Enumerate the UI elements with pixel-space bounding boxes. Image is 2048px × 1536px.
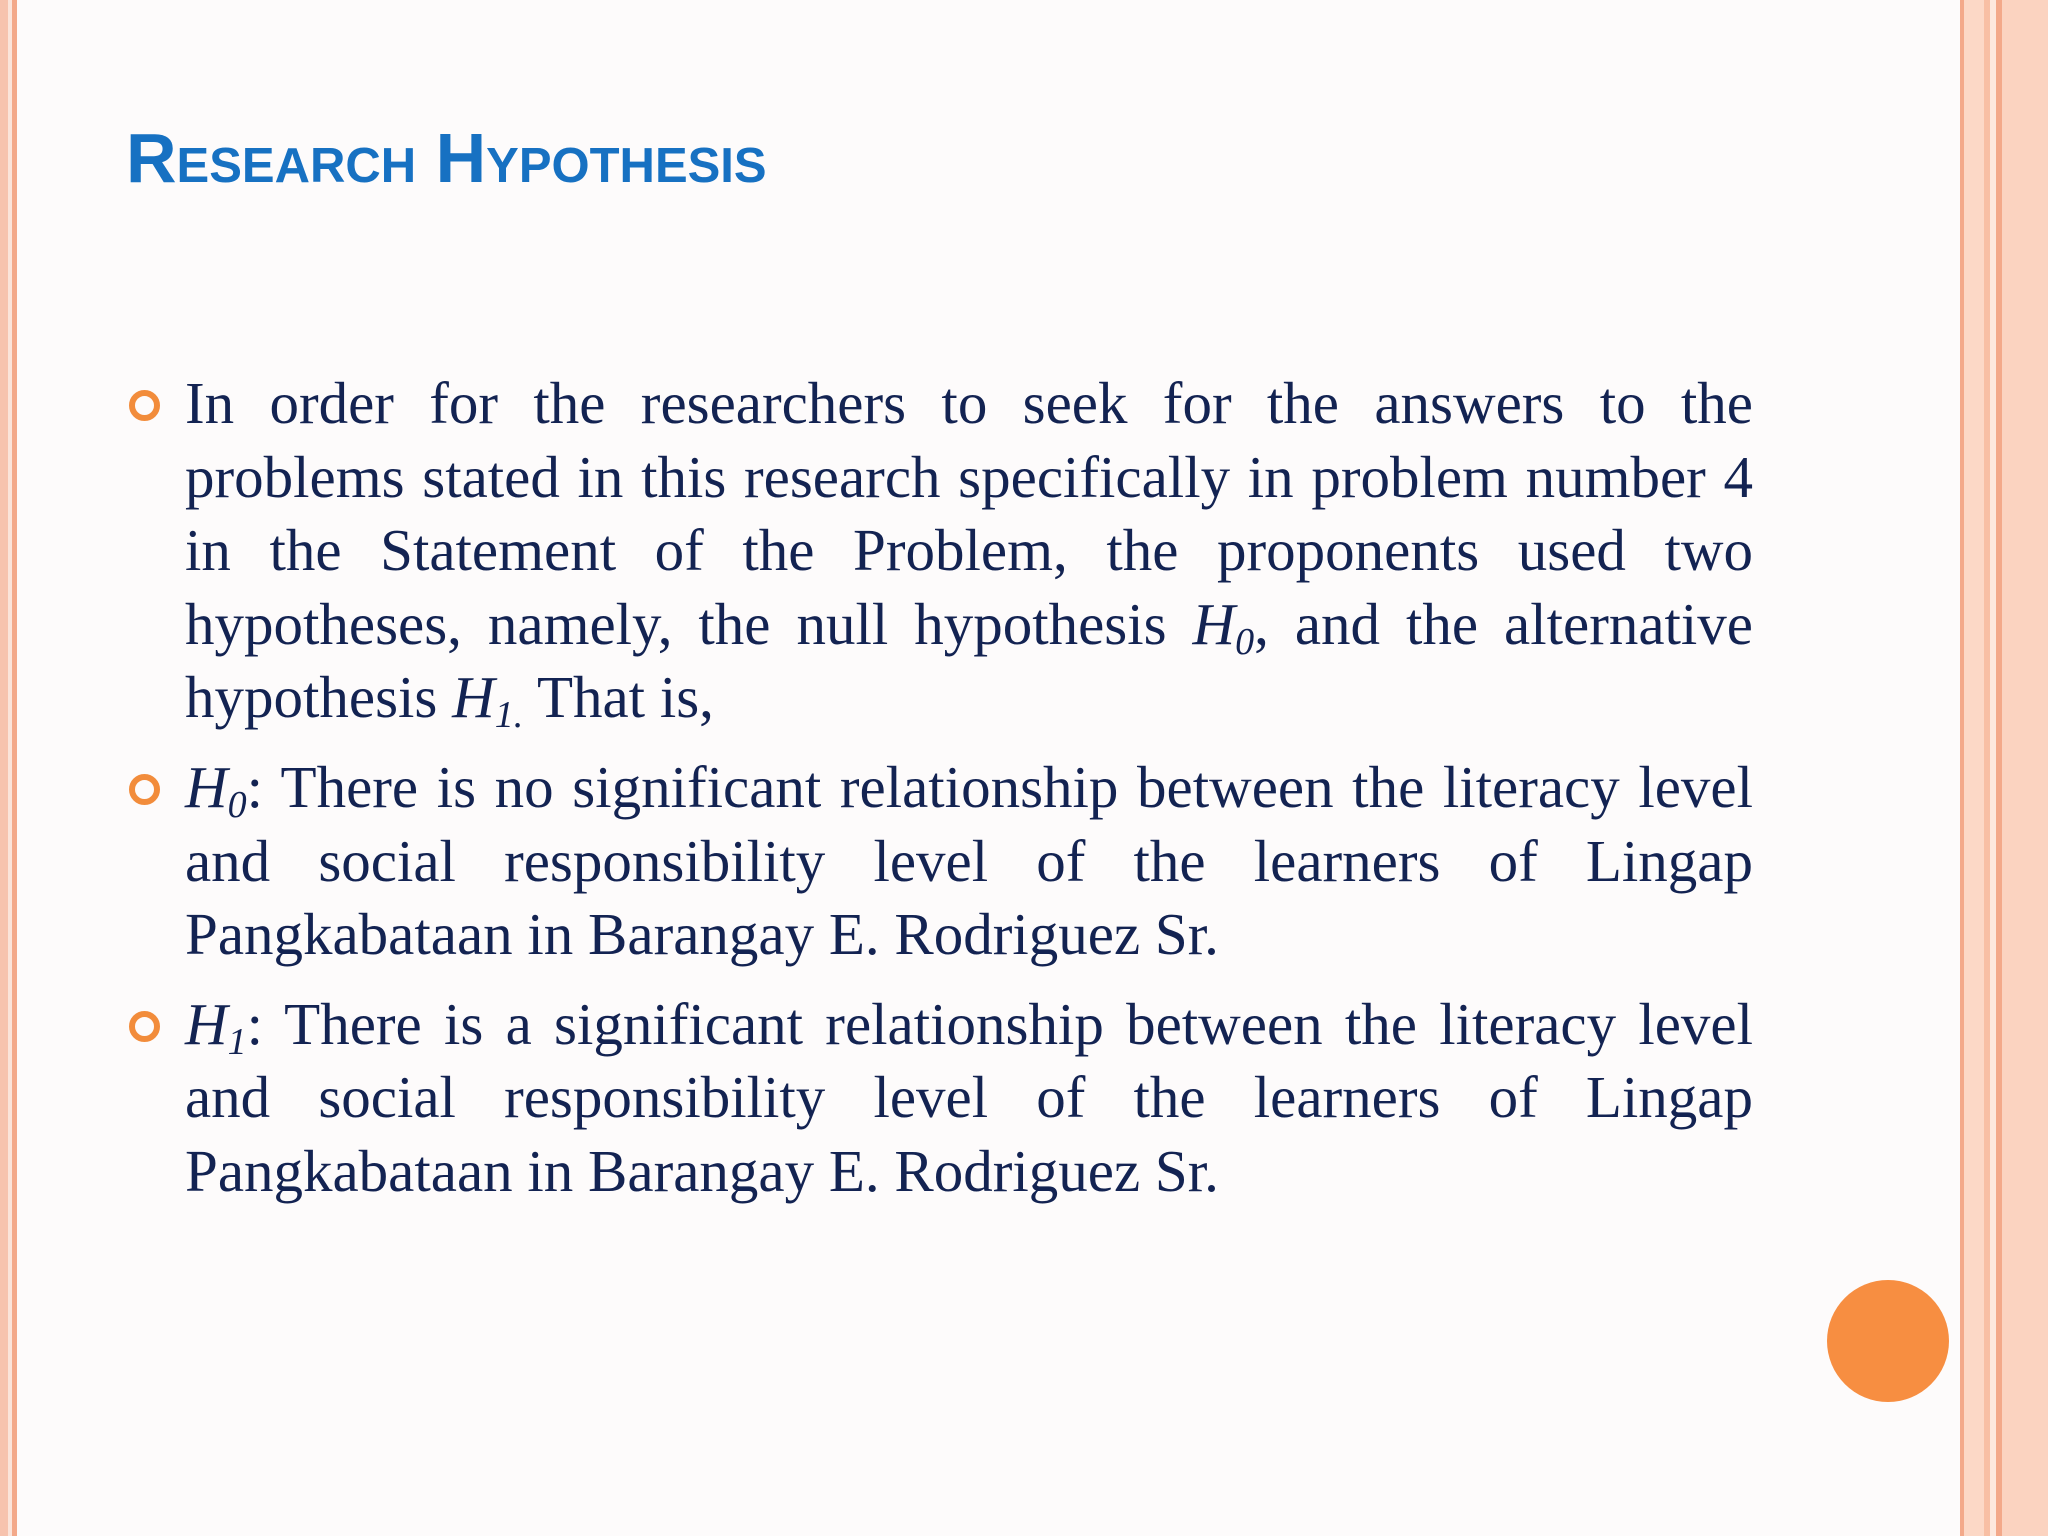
slide-title: Research Hypothesis (126, 119, 767, 197)
null-hypothesis-symbol: $H_0$ (185, 753, 247, 826)
right-border-stripe (1964, 0, 1984, 1536)
bullet-item-alternative-hypothesis (185, 988, 1753, 1209)
null-hypothesis-subscript: 0 (227, 783, 247, 826)
bullet-item-null-hypothesis (185, 751, 1753, 972)
h1-subscript: 1. (494, 694, 524, 737)
intro-text-end: That is, (536, 664, 714, 731)
slide-body (185, 367, 1753, 1209)
decorative-orange-circle (1827, 1280, 1949, 1402)
bullet-ring-icon (129, 390, 160, 421)
bullet-ring-icon (129, 1011, 160, 1042)
null-hypothesis-text: : There is no significant relationship between the literacy level and social responsibility level of the learners of Lingap Pangkabataan in Barangay E. Rodriguez Sr. (185, 753, 1753, 968)
alternative-hypothesis-text: : There is a significant relationship between the literacy level and social responsibility level of the learners of Lingap Pangkabataan in Barangay E. Rodriguez Sr. (185, 990, 1753, 1204)
h1-symbol: $H_{1.}$ (452, 664, 524, 737)
h0-symbol: $H_0$ (1192, 590, 1255, 663)
left-border-stripe (0, 0, 8, 1536)
right-border-stripe (2002, 0, 2048, 1536)
alternative-hypothesis-symbol: $H_1$ (185, 990, 247, 1063)
intro-text-middle: , and the alternative hypothesis (185, 590, 1753, 731)
bullet-ring-icon (129, 774, 160, 805)
h0-subscript: 0 (1235, 620, 1255, 663)
intro-text: In order for the researchers to seek for the answers to the problems stated in this research specifically in problem number 4 in the Statement of the Problem, the proponents used two hypotheses, namely, the null hypothesis (185, 370, 1753, 657)
bullet-item-intro (185, 367, 1753, 735)
alternative-hypothesis-subscript: 1 (227, 1020, 247, 1063)
left-border-stripe (12, 0, 17, 1536)
